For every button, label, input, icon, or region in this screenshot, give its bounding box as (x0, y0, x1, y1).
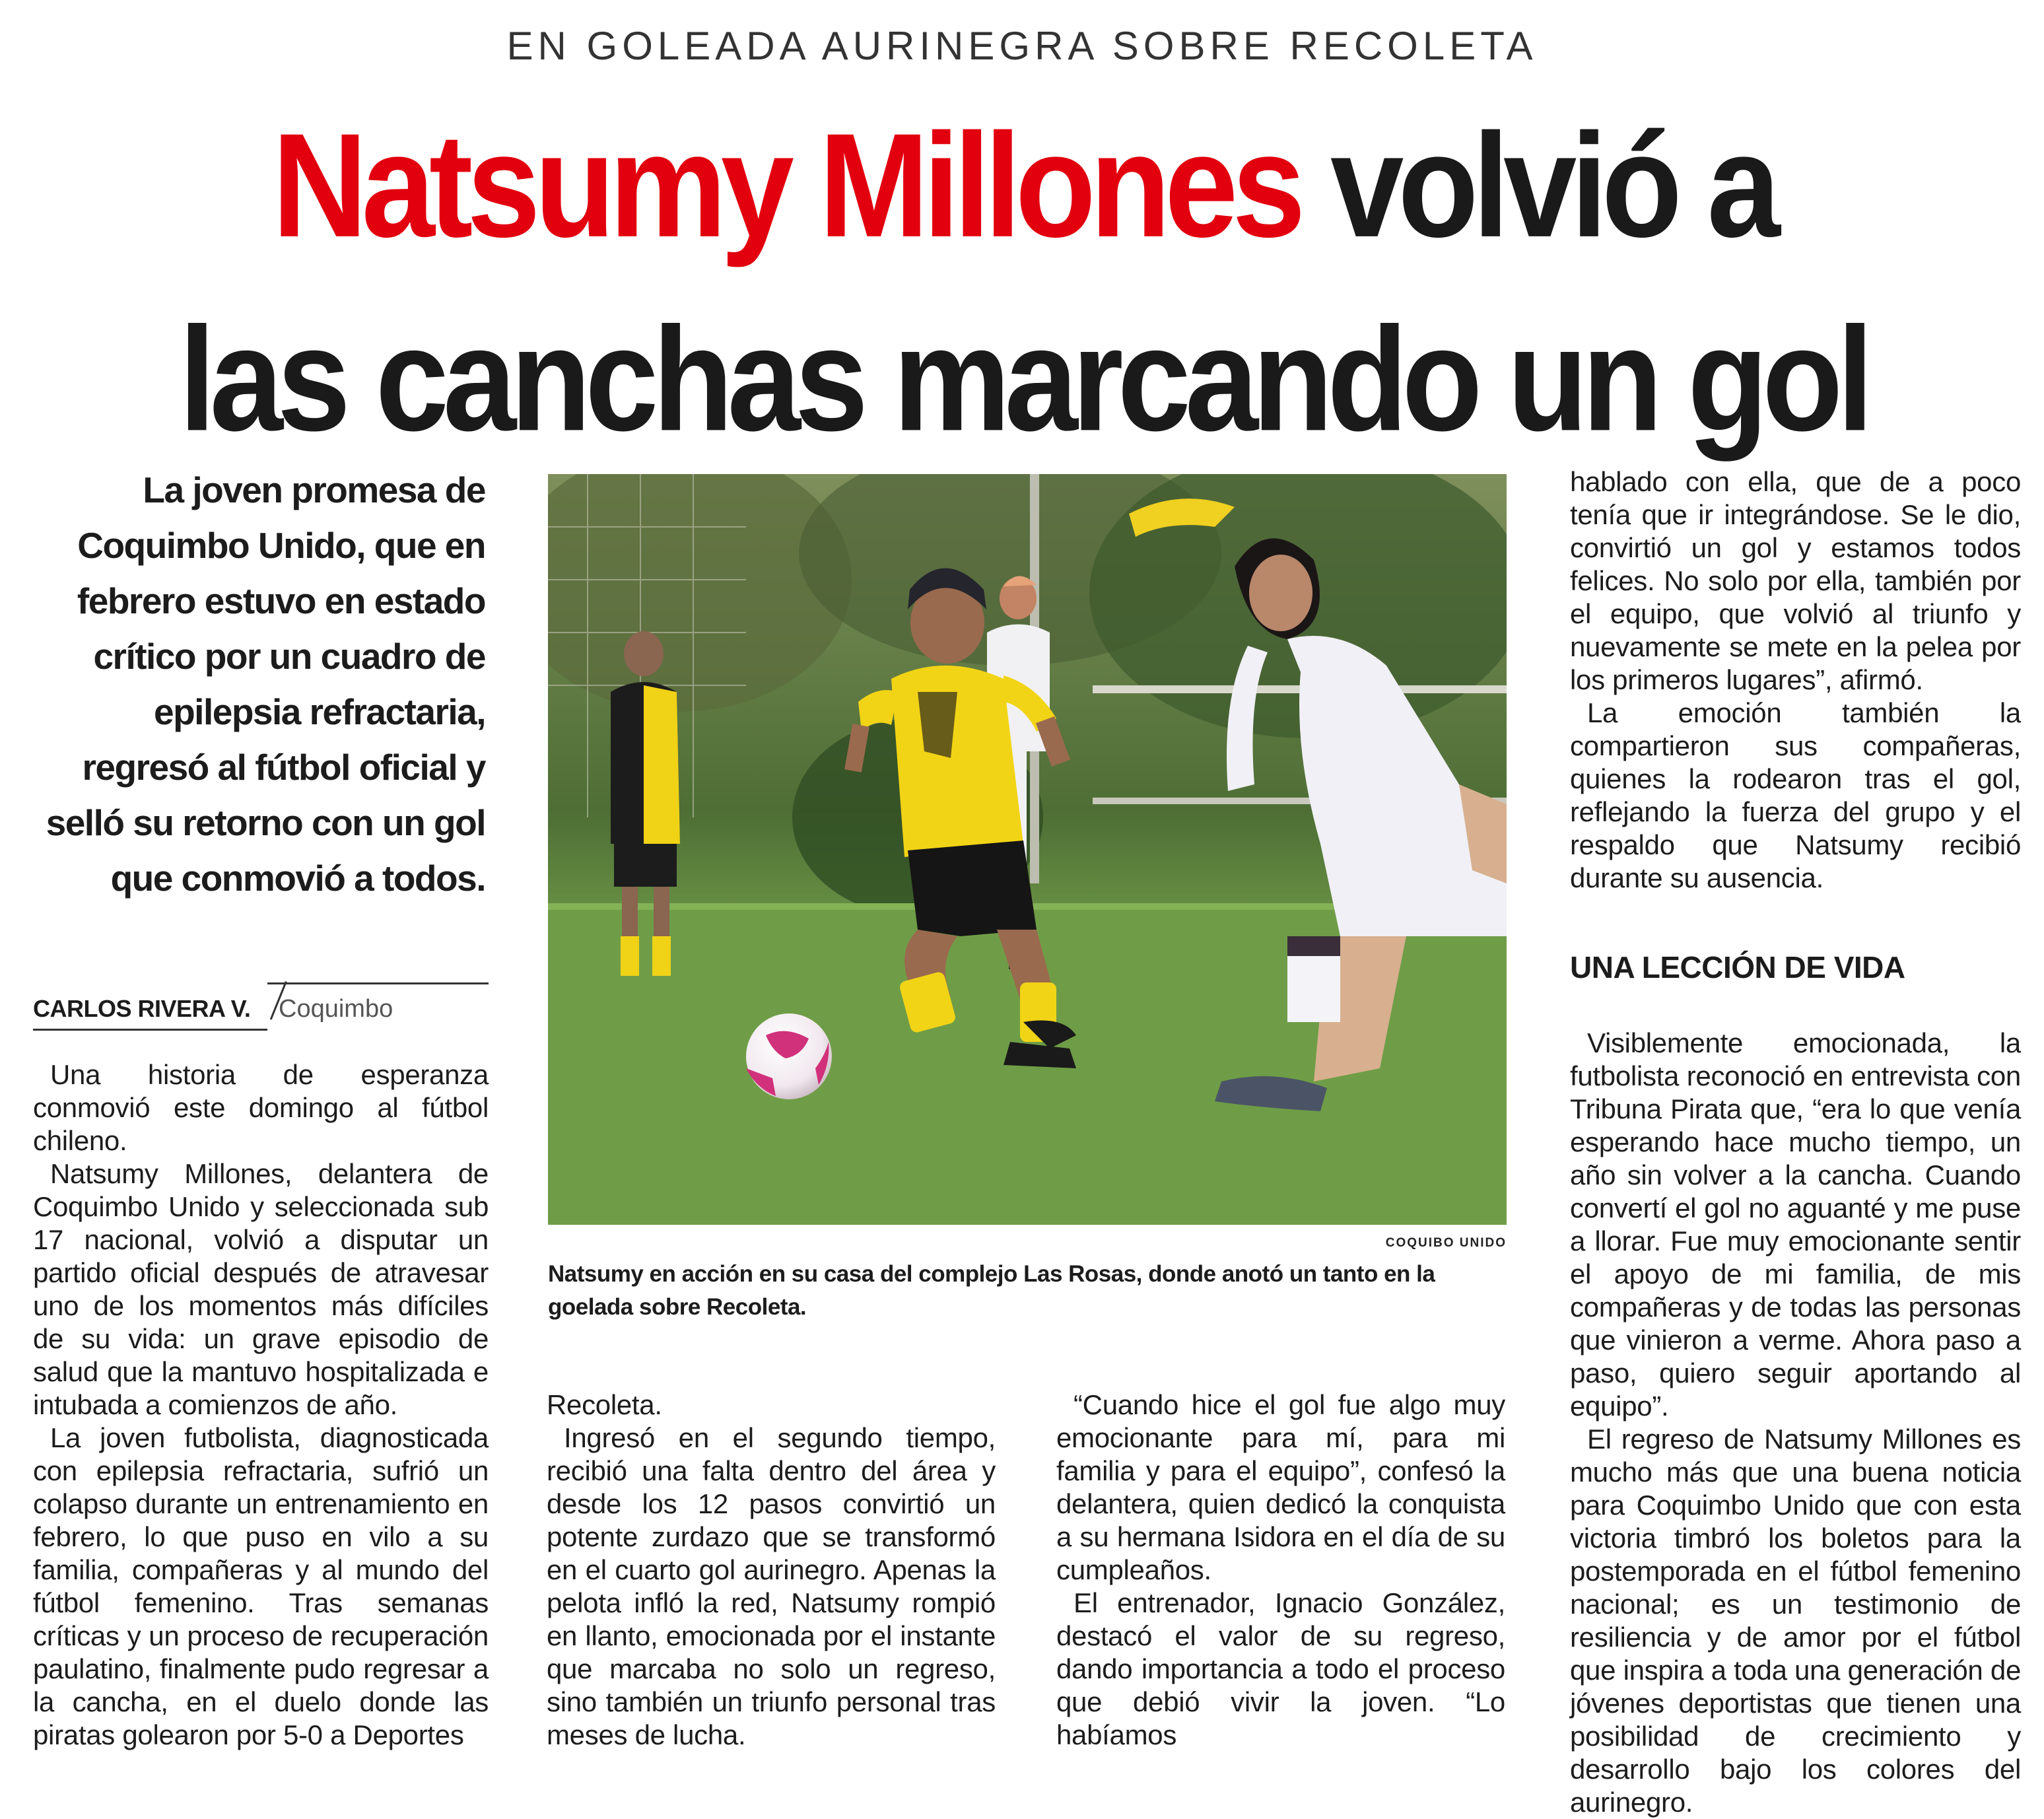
paragraph: El regreso de Natsumy Millones es mucho más que una buena noticia para Coquimbo Unido que con esta victoria timbró los boletos para la postemporada en el fútbol femenino nacional; es un testimonio de resiliencia y de amor por el fútbol que inspira a toda una generación de jóvenes deportistas que tienen una posibilidad de crecimiento y desarrollo bajo los colores del aurinegro. (1570, 1424, 2021, 1818)
paragraph: Una historia de esperanza conmovió este domingo al fútbol chileno. (33, 1059, 489, 1156)
soccer-ball (746, 1013, 832, 1099)
photo-credit: COQUIBO UNIDO (1385, 1236, 1507, 1250)
byline-underline (33, 1029, 267, 1031)
headline-line1-rest: volvió a (1299, 103, 1775, 269)
paragraph: hablado con ella, que de a poco tenía que ir integrándose. Se le dio, convirtió un gol y estamos todos felices. No solo por ella, también por el equipo, que volvió al triunfo y nuevamente se mete en la pelea por los primeros lugares”, afirmó. (1570, 466, 2021, 695)
soccer-match-photo (548, 474, 1507, 1225)
article-column-2 (547, 1389, 996, 1752)
article-column-3 (1056, 1389, 1505, 1752)
kicker: EN GOLEADA AURINEGRA SOBRE RECOLETA (506, 24, 1538, 68)
byline-author: CARLOS RIVERA V. (33, 995, 251, 1022)
paragraph: Visiblemente emocionada, la futbolista reconoció en entrevista con Tribuna Pirata que, “era lo que venía esperando hace mucho tiempo, un año sin volver a la cancha. Cuando convertí el gol no aguanté y me puse a llorar. Fue muy emocionante sentir el apoyo de mi familia, de mis compañeras y de todas las personas que vinieron a verme. Ahora paso a paso, quiero seguir aportando al equipo”. (1570, 1027, 2021, 1422)
byline (33, 976, 489, 1022)
paragraph: La emoción también la compartieron sus compañeras, quienes la rodearon tras el gol, reflejando la fuerza del grupo y el respaldo que Natsumy recibió durante su ausencia. (1570, 697, 2021, 893)
paragraph: Recoleta. (547, 1389, 662, 1420)
lead-paragraph: La joven promesa de Coquimbo Unido, que en febrero estuvo en estado crítico por un cuadro de epilepsia refractaria, regresó al fútbol oficial y selló su retorno con un gol que conmovió a todos. (46, 469, 485, 899)
article-column-1 (33, 1058, 489, 1752)
byline-location: Coquimbo (279, 995, 393, 1023)
paragraph: “Cuando hice el gol fue algo muy emocionante para mí, para mi familia y para el equipo”, confesó la delantera, quien dedicó la conquista a su hermana Isidora en el día de su cumpleaños. (1056, 1389, 1505, 1585)
article-column-4 (1570, 465, 2021, 1819)
paragraph: Natsumy Millones, delantera de Coquimbo Unido y seleccionada sub 17 nacional, volvió a disputar un partido oficial después de atravesar uno de los momentos más difíciles de su vida: un grave episodio de salud que la mantuvo hospitalizada e intubada a comienzos de año. (33, 1158, 489, 1420)
headline (132, 89, 1915, 477)
paragraph: El entrenador, Ignacio González, destacó el valor de su regreso, dando importancia a todo el proceso que debió vivir la joven. “Lo habíamos (1056, 1587, 1505, 1750)
photo-caption: Natsumy en acción en su casa del complejo Las Rosas, donde anotó un tanto en la goelada sobre Recoleta. (548, 1261, 1435, 1320)
byline-rule (267, 982, 489, 984)
paragraph: Ingresó en el segundo tiempo, recibió una falta dentro del área y desde los 12 pasos convirtió un potente zurdazo que se transformó en el cuarto gol aurinegro. Apenas la pelota infló la red, Natsumy rompió en llanto, emocionada por el instante que marcaba no solo un regreso, sino también un triunfo personal tras meses de lucha. (547, 1422, 996, 1750)
headline-highlight: Natsumy Millones (272, 103, 1300, 269)
headline-line2: las canchas marcando un gol (179, 296, 1868, 462)
paragraph: La joven futbolista, diagnosticada con epilepsia refractaria, sufrió un colapso durante un entrenamiento en febrero, lo que puso en vilo a su familia, compañeras y al mundo del fútbol femenino. Tras semanas críticas y un proceso de recuperación paulatino, finalmente pudo regresar a la cancha, en el duelo donde las piratas golearon por 5-0 a Deportes (33, 1422, 489, 1750)
article-photo (548, 474, 1507, 1225)
subheading: UNA LECCIÓN DE VIDA (1570, 950, 1905, 984)
